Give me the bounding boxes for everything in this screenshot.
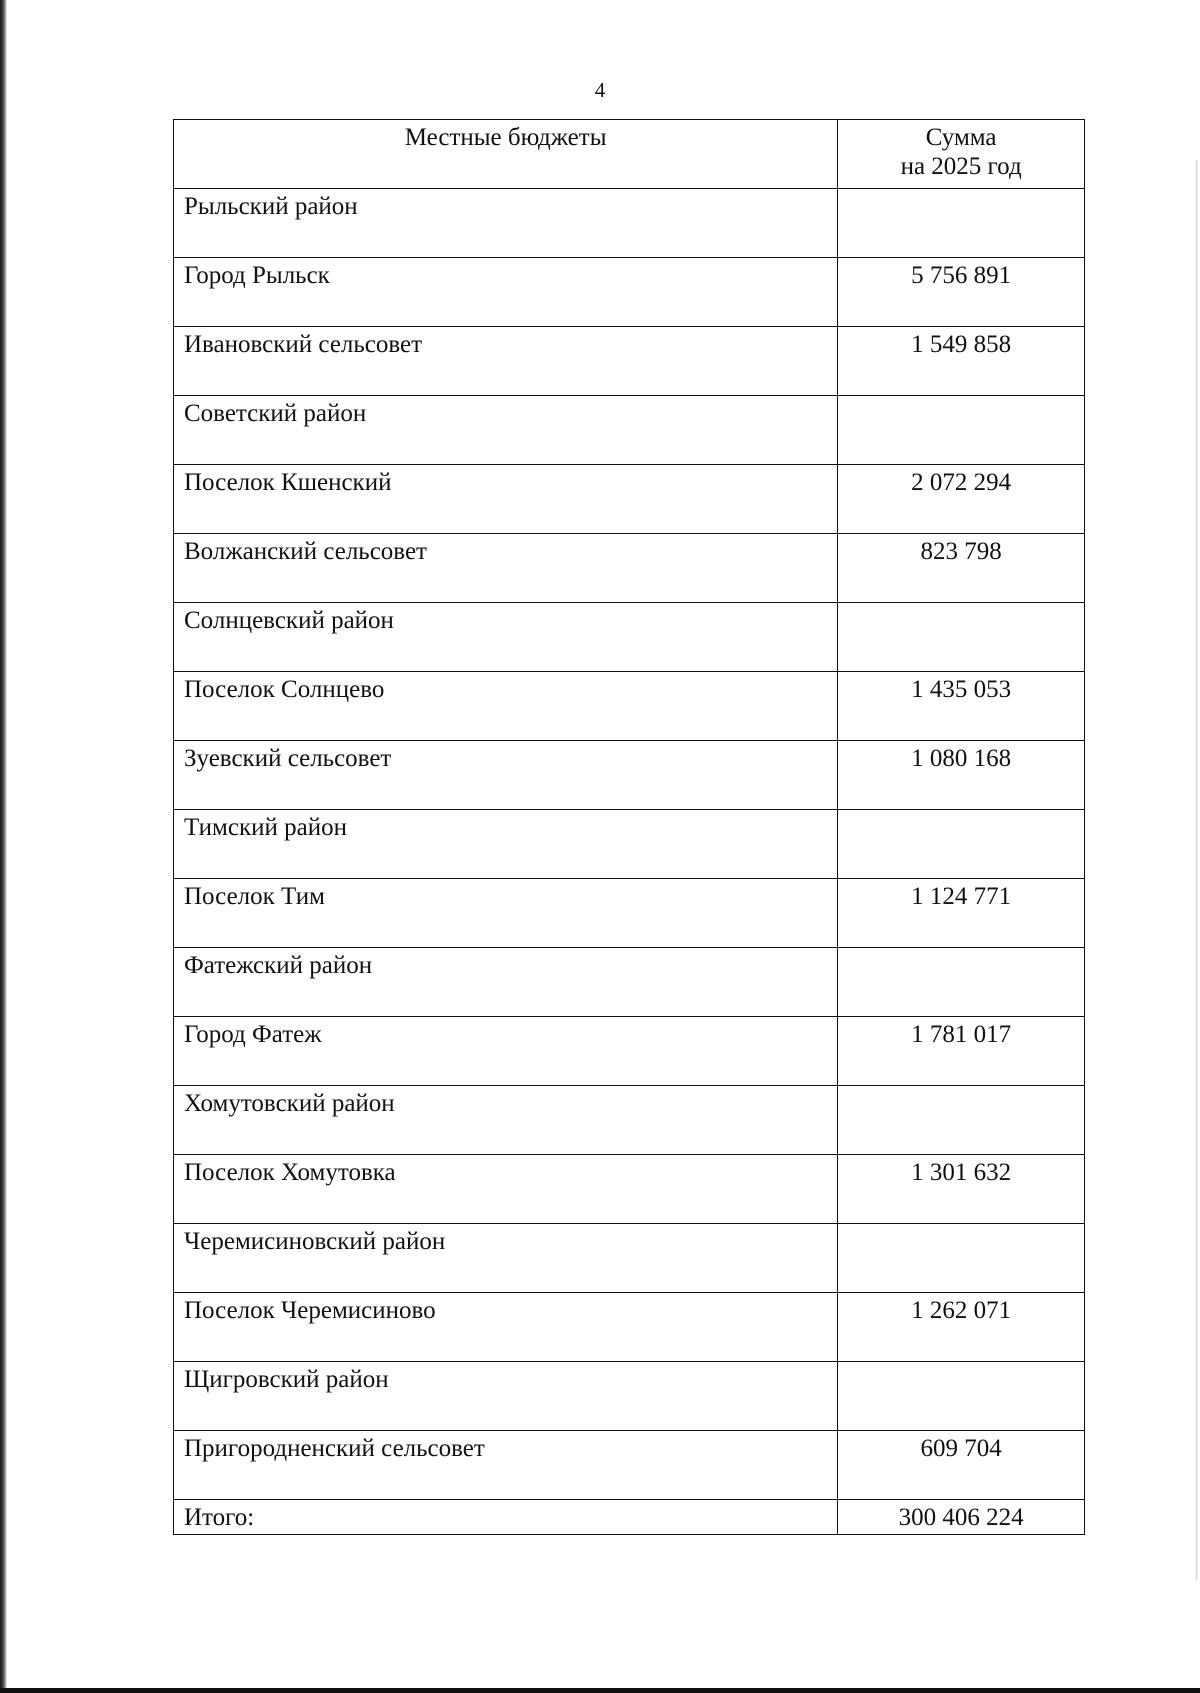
table-row (174, 1017, 1085, 1086)
header-sum-line1: Сумма (925, 124, 997, 151)
budget-sum-cell (838, 1224, 1085, 1293)
budget-name-cell: Поселок Черемисиново (174, 1293, 838, 1362)
budget-name-cell: Поселок Солнцево (174, 672, 838, 741)
budget-name-cell: Черемисиновский район (174, 1224, 838, 1293)
scan-edge-bottom (0, 1688, 1200, 1693)
table-header-row (174, 120, 1085, 189)
table-row (174, 1431, 1085, 1500)
table-row (174, 189, 1085, 258)
total-sum: 300 406 224 (838, 1500, 1085, 1535)
table-row (174, 1086, 1085, 1155)
budget-name-cell: Рыльский район (174, 189, 838, 258)
budget-sum-cell: 1 080 168 (838, 741, 1085, 810)
budget-table (173, 119, 1085, 1535)
budget-sum-cell: 1 124 771 (838, 879, 1085, 948)
budget-name-cell: Советский район (174, 396, 838, 465)
header-local-budgets: Местные бюджеты (174, 120, 838, 189)
table-row (174, 603, 1085, 672)
table-row (174, 1362, 1085, 1431)
budget-name-cell: Хомутовский район (174, 1086, 838, 1155)
table-row (174, 396, 1085, 465)
budget-sum-cell (838, 948, 1085, 1017)
table-row (174, 1224, 1085, 1293)
budget-sum-cell (838, 396, 1085, 465)
total-label: Итого: (174, 1500, 838, 1535)
table-row (174, 258, 1085, 327)
header-sum (838, 120, 1085, 189)
budget-name-cell: Фатежский район (174, 948, 838, 1017)
budget-sum-cell (838, 1086, 1085, 1155)
budget-sum-cell: 1 435 053 (838, 672, 1085, 741)
table-row (174, 1155, 1085, 1224)
budget-name-cell: Пригородненский сельсовет (174, 1431, 838, 1500)
scan-edge-left (0, 0, 7, 1693)
budget-sum-cell: 1 262 071 (838, 1293, 1085, 1362)
budget-name-cell: Поселок Хомутовка (174, 1155, 838, 1224)
table-row (174, 948, 1085, 1017)
budget-sum-cell: 1 549 858 (838, 327, 1085, 396)
budget-name-cell: Зуевский сельсовет (174, 741, 838, 810)
budget-sum-cell: 823 798 (838, 534, 1085, 603)
budget-sum-cell: 609 704 (838, 1431, 1085, 1500)
budget-sum-cell (838, 189, 1085, 258)
header-sum-line2: на 2025 год (900, 152, 1022, 180)
budget-sum-cell (838, 1362, 1085, 1431)
table-row (174, 810, 1085, 879)
budget-name-cell: Поселок Кшенский (174, 465, 838, 534)
total-row (174, 1500, 1085, 1535)
table-row (174, 1293, 1085, 1362)
table-row (174, 672, 1085, 741)
table-row (174, 327, 1085, 396)
budget-name-cell: Поселок Тим (174, 879, 838, 948)
budget-sum-cell: 1 781 017 (838, 1017, 1085, 1086)
budget-name-cell: Город Фатеж (174, 1017, 838, 1086)
budget-name-cell: Солнцевский район (174, 603, 838, 672)
table-row (174, 879, 1085, 948)
budget-name-cell: Город Рыльск (174, 258, 838, 327)
budget-name-cell: Щигровский район (174, 1362, 838, 1431)
table-row (174, 741, 1085, 810)
budget-sum-cell: 1 301 632 (838, 1155, 1085, 1224)
budget-sum-cell: 5 756 891 (838, 258, 1085, 327)
budget-sum-cell (838, 603, 1085, 672)
budget-name-cell: Волжанский сельсовет (174, 534, 838, 603)
budget-name-cell: Тимский район (174, 810, 838, 879)
budget-sum-cell: 2 072 294 (838, 465, 1085, 534)
budget-name-cell: Ивановский сельсовет (174, 327, 838, 396)
scan-edge-right (1195, 160, 1198, 1580)
page-number: 4 (594, 78, 606, 102)
budget-sum-cell (838, 810, 1085, 879)
table-row (174, 465, 1085, 534)
table-row (174, 534, 1085, 603)
